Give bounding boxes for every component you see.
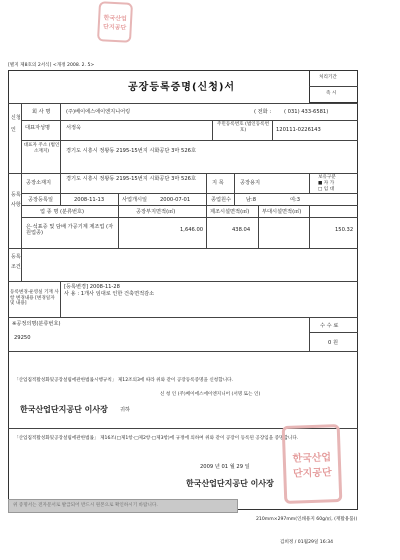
fee-label: 수 수 료 — [320, 323, 339, 329]
issuer: 한국산업단지공단 이사장 — [186, 479, 274, 488]
ownership-own: ■ 자 가 — [318, 181, 335, 186]
rep-addr-label: 대표자 주소 (법인소재지) — [23, 143, 60, 154]
attached-area: 150.32 — [335, 227, 354, 233]
land-area: 1,646.00 — [180, 227, 204, 233]
official-seal-bottom: 한국산업 단지공단 — [282, 424, 343, 504]
issue-date: 2009 년 01 월 29 일 — [200, 464, 250, 470]
statement-1: 「산업집적활성화및공장설립에관한법률시행규칙」 제12조의3에 따라 위와 같이 공장등록증명을 신청합니다. — [14, 378, 233, 383]
employee-male: 남:8 — [246, 197, 257, 203]
factory-addr: 경기도 시흥시 정왕동 2195-15번지 시화공단 3마 526호 — [66, 176, 196, 182]
official-seal-top: 한국산업 단지공단 — [97, 1, 133, 43]
building-area: 438.04 — [232, 227, 251, 233]
reg-date: 2008-11-13 — [74, 197, 105, 203]
col-building: 제조시설면적(㎡) — [210, 209, 250, 215]
land-type-label: 지 목 — [212, 180, 224, 186]
conditions-label: 등록조건 — [11, 254, 21, 270]
startup-label: 사업개시일 — [122, 197, 148, 203]
page-title: 공장등록증명(신청)서 — [128, 82, 236, 93]
classification-label: ※공정의명(분류번호) — [12, 321, 61, 327]
registration-section-label: 등록사항 — [11, 192, 21, 208]
company-name-label: 회 사 명 — [32, 109, 51, 115]
print-meta: 김희정 / 01월29일 16:34 — [280, 540, 334, 545]
phone-label: ( 전화 : — [254, 109, 272, 115]
change-label: 등록변경·운영실 기재 사항 변경내용 [변경일자 및 내용] — [10, 290, 59, 306]
processing-value: 즉 시 — [326, 91, 337, 96]
change-content: 사 용 : 1개사 임대로 인한 건축면적감소 — [64, 291, 155, 297]
reg-date-label: 공장등록일 — [28, 197, 54, 203]
startup-date: 2000-07-01 — [160, 197, 191, 203]
rep-name-label: 대표자성명 — [25, 125, 51, 131]
processing-label: 처리기간 — [319, 75, 337, 80]
rep-name: 서정욱 — [66, 125, 82, 131]
fee-value: 0 원 — [328, 340, 338, 346]
applicant-section-label: 신청인 — [11, 115, 21, 133]
land-type: 공장용지 — [240, 180, 261, 186]
employee-female: 여:3 — [290, 197, 301, 203]
product-name: 은·석표증 및 담배 가공기계 제조업 (자원업종) — [26, 224, 114, 237]
recipient-1: 한국산업단지공단 이사장 — [20, 405, 108, 414]
col-land: 공장부지면적(㎡) — [136, 209, 176, 215]
reg-no: 120111-0226143 — [276, 127, 321, 133]
phone-value: ( 031) 433-6581) — [284, 109, 329, 115]
classification-code: 29250 — [14, 335, 31, 341]
footer-bar — [8, 499, 238, 513]
ownership-lease: □ 임 대 — [318, 187, 335, 192]
col-product: 업 종 명 (분류번호) — [40, 209, 85, 215]
rep-addr: 경기도 시흥시 정왕동 2195-15번지 시화공단 3마 526호 — [66, 148, 196, 154]
change-note: [등록변경] 2008-11-28 — [64, 284, 120, 290]
company-name: (주)베이에스에이엔지니어링 — [66, 109, 131, 115]
statement-2: 「산업집적활성화및공장설립에관한법률」 제16조(□제1항·□제2항·□제3항)에 규정에 의하여 위와 같이 공장이 등록된 공장임을 증명합니다. — [14, 436, 299, 441]
employee-label: 종업원수 — [211, 197, 232, 203]
reg-no-label: 주민등록번호 (법인등록번호) — [216, 122, 270, 133]
paper-size: 210mm×297mm(인쇄용지 60g/㎡, (재활용품)) — [256, 517, 358, 522]
col-attached: 부대시설면적(㎡) — [262, 209, 302, 215]
ownership-label: 보유구분 — [318, 175, 336, 180]
recipient-1-suffix: 귀하 — [120, 407, 131, 413]
factory-addr-label: 공장소재지 — [26, 180, 52, 186]
footer-bar-text: 위 증명서는 전자문서로 발급되어 반드시 원본으로 확인하시기 바랍니다. — [13, 503, 158, 508]
form-header: [별지 제8호의 2서식] <개정 2008. 2. 5> — [8, 63, 95, 68]
applicant-sign: 신 청 인 (주)베이에스에이엔지니어 (서명 또는 인) — [160, 392, 261, 397]
